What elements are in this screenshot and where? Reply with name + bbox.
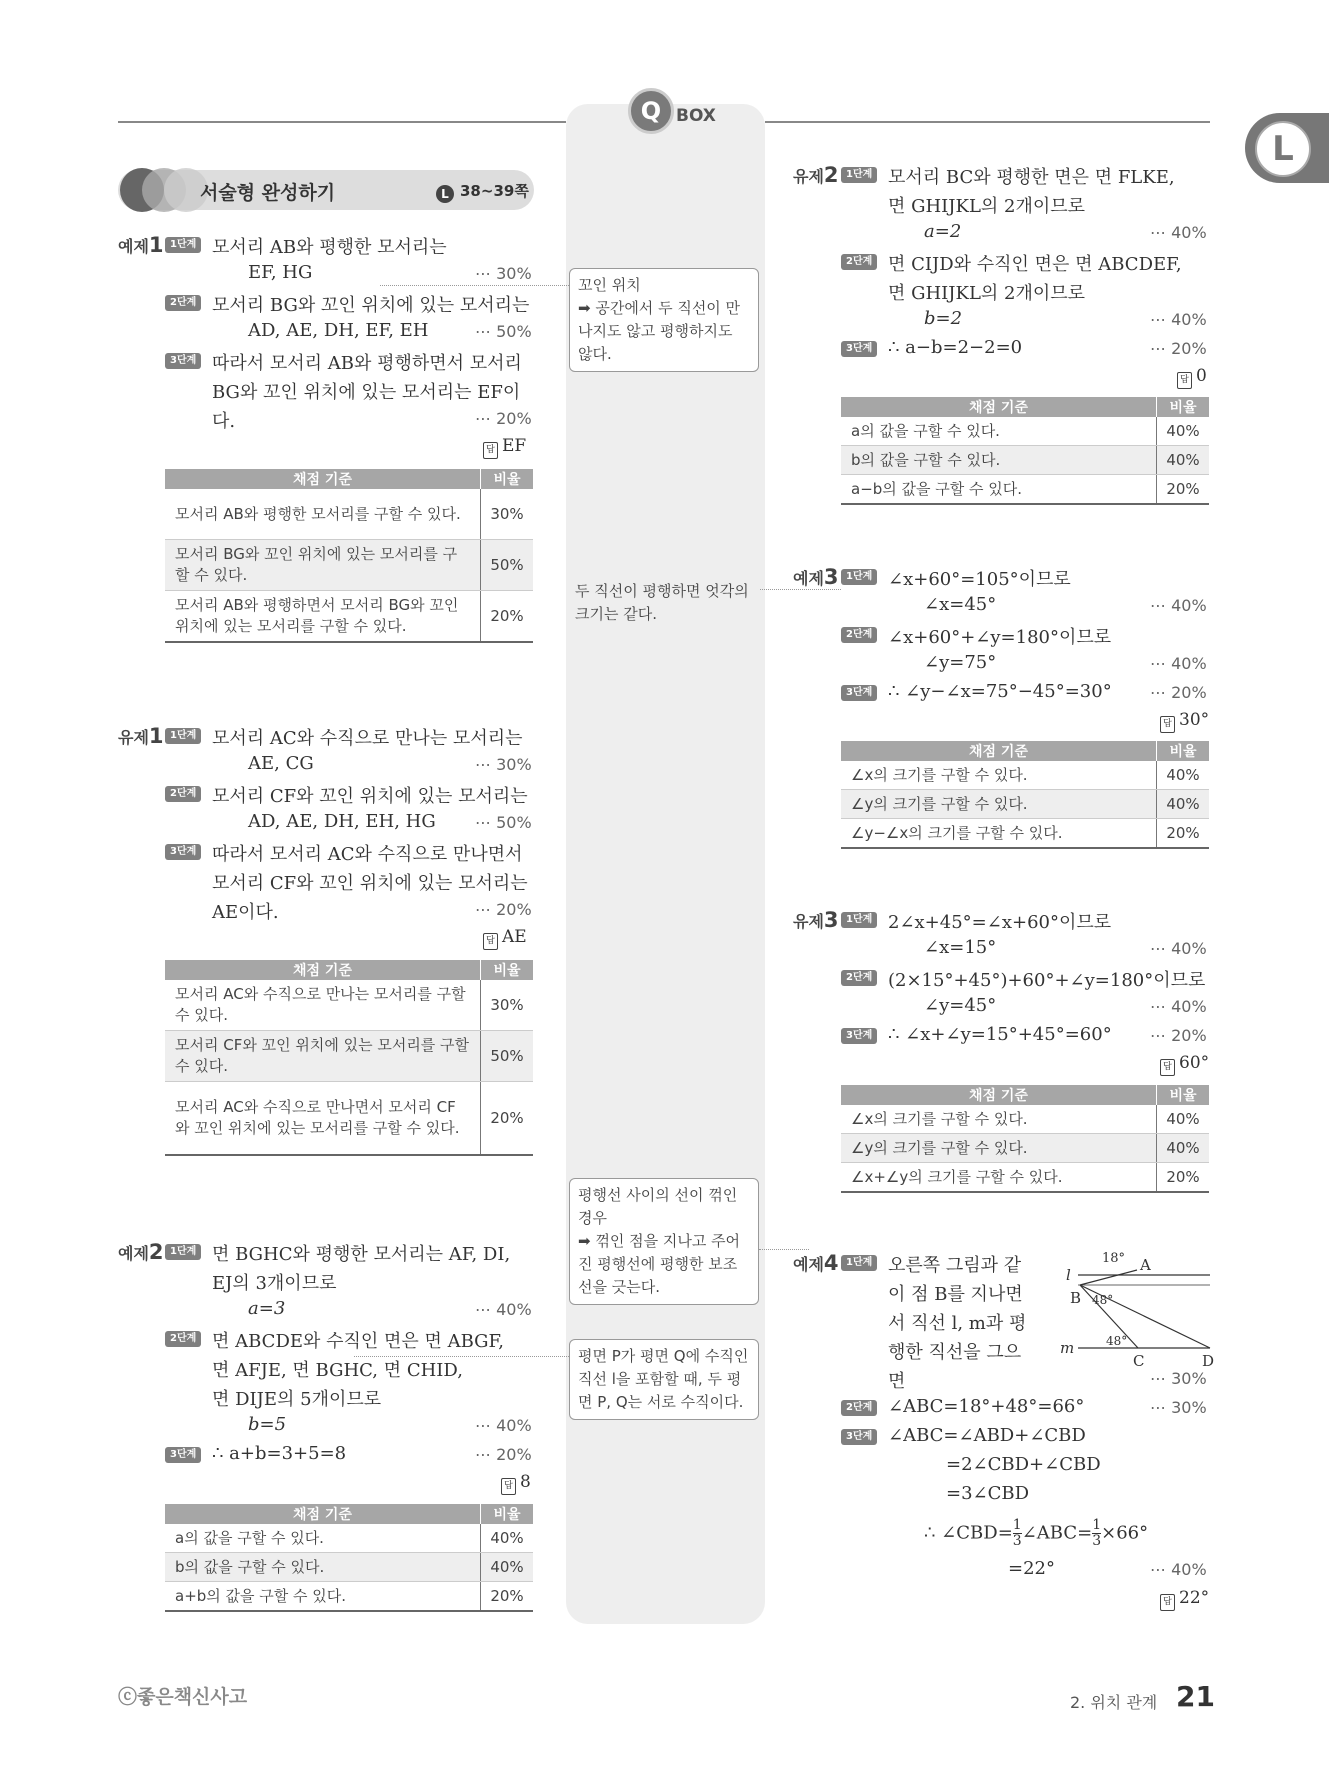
ex4-line5: 면 xyxy=(888,1371,906,1392)
note-bent-line: 평행선 사이의 선이 꺾인 경우 ➡ 꺾인 점을 지나고 주어진 평행선에 평행한 보조선을 긋는다. xyxy=(569,1178,759,1305)
ex1-line5: 따라서 모서리 AB와 평행하면서 모서리 xyxy=(212,353,522,374)
yu1-line7: AE이다. xyxy=(212,902,279,923)
yu2-line1: 모서리 BC와 평행한 면은 면 FLKE, xyxy=(888,167,1175,188)
yu2-line6: b=2 xyxy=(924,308,963,329)
answer-icon: 답 xyxy=(1160,1059,1175,1076)
ex4-line8: =2∠CBD+∠CBD xyxy=(946,1454,1101,1475)
ratio-header: 비율 xyxy=(1157,741,1210,761)
table-row: ∠y의 크기를 구할 수 있다. 40% xyxy=(841,1134,1209,1163)
answer-icon: 답 xyxy=(483,442,498,459)
yu1-line2: AE, CG xyxy=(248,753,314,774)
yu1-criteria-table xyxy=(165,960,533,1156)
ex2-answer: 답 8 xyxy=(501,1472,531,1495)
answer-icon: 답 xyxy=(483,933,498,950)
ex1-line7: 다. xyxy=(212,411,236,432)
ex3-pct3: ⋯ 20% xyxy=(1150,683,1207,702)
ratio-header: 비율 xyxy=(481,960,534,980)
page-number: 21 xyxy=(1176,1680,1215,1713)
yu2-line5: 면 GHIJKL의 2개이므로 xyxy=(888,283,1086,304)
page-reference xyxy=(436,180,529,203)
ex4-line2: 이 점 B를 지나면 xyxy=(888,1284,1023,1305)
step-badge: 1단계 xyxy=(841,1255,877,1271)
table-row: ∠y−∠x의 크기를 구할 수 있다. 20% xyxy=(841,819,1209,849)
criteria-header: 채점 기준 xyxy=(841,397,1157,417)
ratio-header: 비율 xyxy=(481,469,534,489)
leader-line xyxy=(354,1356,569,1357)
ex1-line6: BG와 꼬인 위치에 있는 모서리는 EF이 xyxy=(212,382,521,403)
parallel-lines-figure xyxy=(1060,1245,1220,1375)
ex1-pct2: ⋯ 50% xyxy=(475,322,532,341)
ex1-criteria-table xyxy=(165,469,533,643)
ex2-pct2: ⋯ 40% xyxy=(475,1416,532,1435)
ex4-pct2: ⋯ 30% xyxy=(1150,1398,1207,1417)
angle-48-c: 48° xyxy=(1106,1334,1128,1348)
ex3-line2: ∠x=45° xyxy=(924,594,997,615)
leader-line xyxy=(759,1249,809,1250)
ex4-pct3: ⋯ 40% xyxy=(1150,1560,1207,1579)
table-row: 모서리 CF와 꼬인 위치에 있는 모서리를 구할 수 있다. 50% xyxy=(165,1031,533,1082)
angle-48-b: 48° xyxy=(1092,1293,1114,1307)
step-badge: 3단계 xyxy=(165,353,201,369)
point-a: A xyxy=(1140,1256,1151,1274)
yu3-line1: 2∠x+45°=∠x+60°이므로 xyxy=(888,912,1112,933)
table-row: 모서리 AC와 수직으로 만나면서 모서리 CF와 꼬인 위치에 있는 모서리를 구할 수 있다. 20% xyxy=(165,1082,533,1156)
answer-icon: 답 xyxy=(1177,372,1192,389)
yu1-label: 유제1 xyxy=(118,724,164,748)
ex2-line8: ∴ a+b=3+5=8 xyxy=(212,1443,347,1464)
table-row: b의 값을 구할 수 있다. 40% xyxy=(165,1553,533,1582)
point-b: B xyxy=(1070,1289,1082,1307)
ex4-line4: 행한 직선을 그으 xyxy=(888,1342,1022,1363)
table-row: ∠x+∠y의 크기를 구할 수 있다. 20% xyxy=(841,1163,1209,1193)
chapter-tab xyxy=(1245,113,1329,183)
step-badge: 3단계 xyxy=(841,1429,877,1445)
leader-line xyxy=(380,285,569,286)
ex3-line1: ∠x+60°=105°이므로 xyxy=(888,569,1071,590)
chapter-title: 2. 위치 관계 xyxy=(1070,1693,1158,1712)
step-badge: 2단계 xyxy=(841,970,877,986)
line-m-label: m xyxy=(1060,1339,1075,1357)
ex1-line4: AD, AE, DH, EF, EH xyxy=(248,320,429,341)
criteria-header: 채점 기준 xyxy=(841,741,1157,761)
yu1-line6: 모서리 CF와 꼬인 위치에 있는 모서리는 xyxy=(212,873,528,894)
yu2-pct3: ⋯ 20% xyxy=(1150,339,1207,358)
yu3-line2: ∠x=15° xyxy=(924,937,997,958)
step-badge: 1단계 xyxy=(841,912,877,928)
step-badge: 2단계 xyxy=(165,786,201,802)
ex2-label: 예제2 xyxy=(118,1240,164,1264)
step-badge: 1단계 xyxy=(165,237,201,253)
lesson-icon: L xyxy=(436,185,454,203)
ex1-label: 예제1 xyxy=(118,233,164,257)
ex1-pct3: ⋯ 20% xyxy=(475,409,532,428)
criteria-header: 채점 기준 xyxy=(165,469,481,489)
ex3-pct1: ⋯ 40% xyxy=(1150,596,1207,615)
step-badge: 2단계 xyxy=(841,254,877,270)
yu3-line3: (2×15°+45°)+60°+∠y=180°이므로 xyxy=(888,970,1206,991)
ex1-line2: EF, HG xyxy=(248,262,313,283)
yu1-line3: 모서리 CF와 꼬인 위치에 있는 모서리는 xyxy=(212,786,528,807)
ex4-line6: ∠ABC=18°+48°=66° xyxy=(888,1396,1085,1417)
fraction: $\frac{1}{3}$ xyxy=(1092,1517,1102,1549)
table-row: ∠x의 크기를 구할 수 있다. 40% xyxy=(841,1105,1209,1134)
yu3-pct3: ⋯ 20% xyxy=(1150,1026,1207,1045)
step-badge: 3단계 xyxy=(841,341,877,357)
ex4-line7: ∠ABC=∠ABD+∠CBD xyxy=(888,1425,1086,1446)
answer-icon: 답 xyxy=(1160,716,1175,733)
ex1-line3: 모서리 BG와 꼬인 위치에 있는 모서리는 xyxy=(212,295,530,316)
table-row: 모서리 AB와 평행하면서 모서리 BG와 꼬인 위치에 있는 모서리를 구할 수 있다. 20% xyxy=(165,591,533,643)
point-c: C xyxy=(1133,1352,1145,1370)
ex4-line9: =3∠CBD xyxy=(946,1483,1030,1504)
ex3-label: 예제3 xyxy=(793,565,839,589)
yu3-pct1: ⋯ 40% xyxy=(1150,939,1207,958)
step-badge: 3단계 xyxy=(165,1447,201,1463)
yu2-pct2: ⋯ 40% xyxy=(1150,310,1207,329)
yu1-pct3: ⋯ 20% xyxy=(475,900,532,919)
line-l-label: l xyxy=(1066,1266,1071,1284)
ex1-pct1: ⋯ 30% xyxy=(475,264,532,283)
ex2-line5: 면 AFJE, 면 BGHC, 면 CHID, xyxy=(212,1360,463,1381)
ex4-line11: =22° xyxy=(1008,1558,1055,1579)
ex3-criteria-table xyxy=(841,741,1209,849)
yu2-line7: ∴ a−b=2−2=0 xyxy=(888,337,1023,358)
ex3-line5: ∴ ∠y−∠x=75°−45°=30° xyxy=(888,681,1112,702)
note-perpendicular-planes: 평면 P가 평면 Q에 수직인 직선 l을 포함할 때, 두 평면 P, Q는 서로 수직이다. xyxy=(569,1339,759,1420)
yu3-answer: 답 60° xyxy=(1160,1053,1209,1076)
yu3-line4: ∠y=45° xyxy=(924,995,997,1016)
step-badge: 2단계 xyxy=(165,1331,201,1347)
yu2-label: 유제2 xyxy=(793,163,839,187)
table-row: a+b의 값을 구할 수 있다. 20% xyxy=(165,1582,533,1612)
chapter-tab-letter: L xyxy=(1255,121,1311,177)
yu3-pct2: ⋯ 40% xyxy=(1150,997,1207,1016)
yu2-line3: a=2 xyxy=(924,221,962,242)
ratio-header: 비율 xyxy=(481,1504,534,1524)
criteria-header: 채점 기준 xyxy=(165,1504,481,1524)
yu1-line5: 따라서 모서리 AC와 수직으로 만나면서 xyxy=(212,844,523,865)
ratio-header: 비율 xyxy=(1157,397,1210,417)
ex2-pct3: ⋯ 20% xyxy=(475,1445,532,1464)
yu1-pct2: ⋯ 50% xyxy=(475,813,532,832)
q-box-icon: Q xyxy=(628,88,674,134)
ex3-answer: 답 30° xyxy=(1160,710,1209,733)
criteria-header: 채점 기준 xyxy=(841,1085,1157,1105)
table-row: b의 값을 구할 수 있다. 40% xyxy=(841,446,1209,475)
criteria-header: 채점 기준 xyxy=(165,960,481,980)
table-row: 모서리 AB와 평행한 모서리를 구할 수 있다. 30% xyxy=(165,489,533,540)
yu1-answer: 답 AE xyxy=(483,927,527,950)
ex4-pct1: ⋯ 30% xyxy=(1150,1369,1207,1388)
table-row: ∠y의 크기를 구할 수 있다. 40% xyxy=(841,790,1209,819)
yu1-pct1: ⋯ 30% xyxy=(475,755,532,774)
step-badge: 1단계 xyxy=(841,167,877,183)
ex4-answer: 답 22° xyxy=(1160,1588,1209,1611)
step-badge: 1단계 xyxy=(841,569,877,585)
yu3-label: 유제3 xyxy=(793,908,839,932)
yu2-line2: 면 GHIJKL의 2개이므로 xyxy=(888,196,1086,217)
table-row: 모서리 BG와 꼬인 위치에 있는 모서리를 구할 수 있다. 50% xyxy=(165,540,533,591)
step-badge: 3단계 xyxy=(841,1028,877,1044)
step-badge: 3단계 xyxy=(841,685,877,701)
ex2-pct1: ⋯ 40% xyxy=(475,1300,532,1319)
segment-ba xyxy=(1080,1270,1137,1285)
top-rule-right xyxy=(765,121,1210,123)
table-row: 모서리 AC와 수직으로 만나는 모서리를 구할 수 있다. 30% xyxy=(165,980,533,1031)
ex4-label: 예제4 xyxy=(793,1251,839,1275)
table-row: ∠x의 크기를 구할 수 있다. 40% xyxy=(841,761,1209,790)
step-badge: 2단계 xyxy=(841,627,877,643)
page-range: 38~39쪽 xyxy=(460,182,529,200)
yu2-line4: 면 CIJD와 수직인 면은 면 ABCDEF, xyxy=(888,254,1182,275)
ex4-line3: 서 직선 l, m과 평 xyxy=(888,1313,1027,1334)
ex2-line3: a=3 xyxy=(248,1298,286,1319)
point-d: D xyxy=(1202,1352,1215,1370)
step-badge: 1단계 xyxy=(165,1244,201,1260)
table-row: a의 값을 구할 수 있다. 40% xyxy=(841,417,1209,446)
step-badge: 2단계 xyxy=(165,295,201,311)
ratio-header: 비율 xyxy=(1157,1085,1210,1105)
yu3-criteria-table xyxy=(841,1085,1209,1193)
table-row: a의 값을 구할 수 있다. 40% xyxy=(165,1524,533,1553)
ex2-line4: 면 ABCDE와 수직인 면은 면 ABGF, xyxy=(212,1331,504,1352)
ex2-line7: b=5 xyxy=(248,1414,287,1435)
step-badge: 1단계 xyxy=(165,728,201,744)
top-rule-left xyxy=(118,121,566,123)
yu1-line1: 모서리 AC와 수직으로 만나는 모서리는 xyxy=(212,728,523,749)
ex3-line4: ∠y=75° xyxy=(924,652,997,673)
answer-icon: 답 xyxy=(1160,1594,1175,1611)
ex2-line2: EJ의 3개이므로 xyxy=(212,1273,337,1294)
ex2-line1: 면 BGHC와 평행한 모서리는 AF, DI, xyxy=(212,1244,511,1265)
yu2-criteria-table xyxy=(841,397,1209,505)
note-skew-lines: 꼬인 위치 ➡ 공간에서 두 직선이 만나지도 않고 평행하지도 않다. xyxy=(569,268,759,372)
q-box-label: BOX xyxy=(676,106,716,126)
leader-line xyxy=(760,589,841,590)
ex3-line3: ∠x+60°+∠y=180°이므로 xyxy=(888,627,1112,648)
ex4-line1: 오른쪽 그림과 같 xyxy=(888,1255,1022,1276)
ex2-line6: 면 DIJE의 5개이므로 xyxy=(212,1389,382,1410)
section-banner xyxy=(118,170,534,210)
yu3-line5: ∴ ∠x+∠y=15°+45°=60° xyxy=(888,1024,1112,1045)
note-alternate-angles: 두 직선이 평행하면 엇각의 크기는 같다. xyxy=(575,582,749,623)
ex1-line1: 모서리 AB와 평행한 모서리는 xyxy=(212,237,447,258)
angle-18: 18° xyxy=(1102,1251,1126,1266)
yu2-answer: 답 0 xyxy=(1177,366,1207,389)
yu2-pct1: ⋯ 40% xyxy=(1150,223,1207,242)
ex2-criteria-table xyxy=(165,1504,533,1612)
ex3-pct2: ⋯ 40% xyxy=(1150,654,1207,673)
table-row: a−b의 값을 구할 수 있다. 20% xyxy=(841,475,1209,505)
fraction: $\frac{1}{3}$ xyxy=(1012,1517,1022,1549)
ex1-answer: 답 EF xyxy=(483,436,526,459)
ex4-line10: ∴ ∠CBD= $\frac{1}{3}$ ∠ABC= $\frac{1}{3}$ ×66° xyxy=(924,1517,1149,1549)
step-badge: 3단계 xyxy=(165,844,201,860)
section-title: 서술형 완성하기 xyxy=(200,182,336,204)
yu1-line4: AD, AE, DH, EH, HG xyxy=(248,811,436,832)
step-badge: 2단계 xyxy=(841,1400,877,1416)
publisher-logo: ⓒ좋은책신사고 xyxy=(118,1686,248,1708)
answer-icon: 답 xyxy=(501,1478,516,1495)
